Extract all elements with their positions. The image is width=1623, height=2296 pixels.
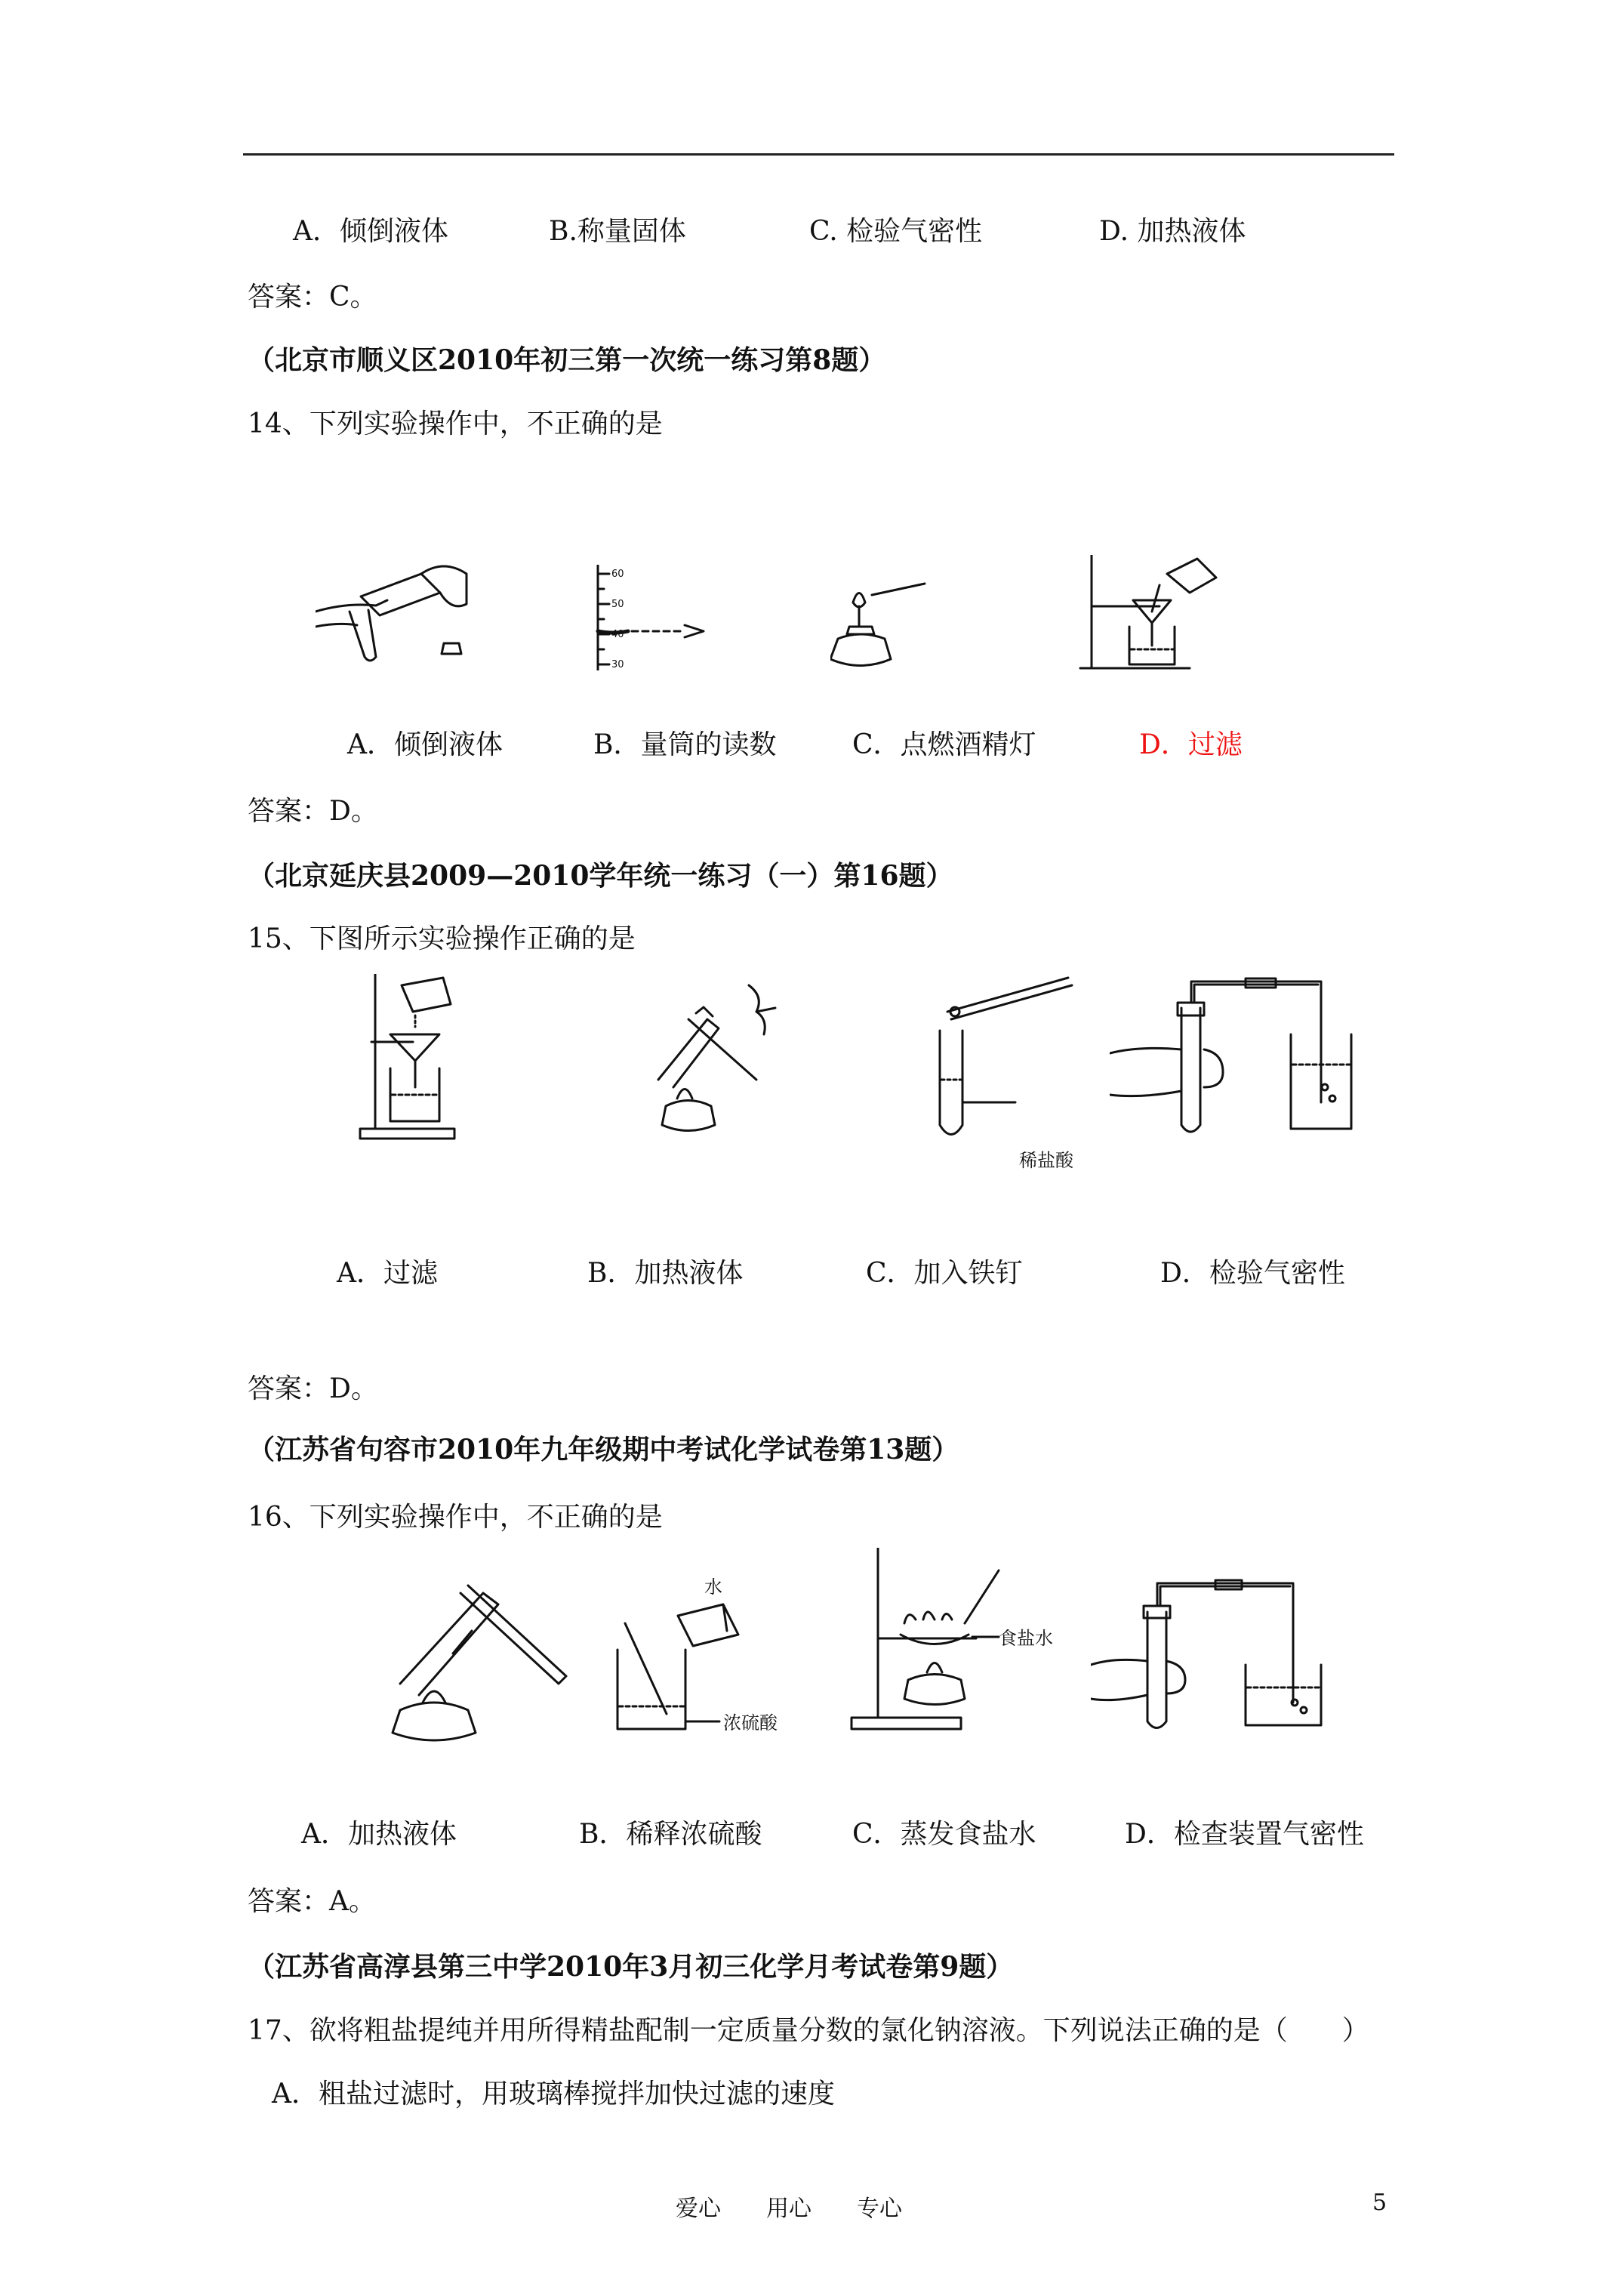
footer-slogan: 爱心 用心 专心: [676, 2196, 902, 2222]
q16-figure-diluting-sulfuric-acid: [610, 1578, 806, 1737]
q14-cylinder-tick-30: 30: [611, 659, 624, 670]
q15-option-b: B．加热液体: [587, 1258, 744, 1289]
q13-answer: 答案：C。: [248, 282, 377, 313]
q14-stem: 14、下列实验操作中，不正确的是: [248, 408, 663, 439]
q15-label-dilute-hcl: 稀盐酸: [1019, 1150, 1073, 1170]
q15-figure-adding-iron-nail: [932, 974, 1098, 1170]
q16-figure-evaporating-salt-water: [848, 1548, 1059, 1733]
q14-cylinder-tick-40: 40: [611, 629, 624, 640]
q16-stem: 16、下列实验操作中，不正确的是: [248, 1502, 663, 1533]
q16-option-c: C．蒸发食盐水: [852, 1819, 1036, 1850]
q14-answer: 答案：D。: [248, 796, 378, 827]
q17-source: （江苏省高淳县第三中学2010年3月初三化学月考试卷第9题）: [248, 1951, 1014, 1983]
q14-cylinder-tick-60: 60: [611, 569, 624, 580]
q15-figure-heating-liquid: [636, 974, 787, 1133]
q16-option-a: A．加热液体: [301, 1819, 457, 1850]
q17-option-a: A．粗盐过滤时，用玻璃棒搅拌加快过滤的速度: [272, 2079, 835, 2110]
page-number: 5: [1372, 2190, 1387, 2216]
q16-source: （江苏省句容市2010年九年级期中考试化学试卷第13题）: [248, 1434, 959, 1465]
q15-figure-filtration: [356, 974, 462, 1140]
q16-label-water: 水: [704, 1578, 722, 1598]
q14-figure-cylinder-reading: [590, 565, 719, 670]
q16-label-concentrated-sulfuric-acid: 浓硫酸: [723, 1712, 778, 1734]
q13-option-b: B.称量固体: [549, 216, 686, 247]
q15-figure-air-tightness-check: [1110, 974, 1359, 1140]
q14-cylinder-tick-50: 50: [611, 599, 624, 610]
q15-option-d: D．检验气密性: [1160, 1258, 1345, 1289]
q16-option-b: B．稀释浓硫酸: [579, 1819, 762, 1850]
q16-figure-air-tightness-check: [1091, 1574, 1347, 1737]
q15-option-c: C．加入铁钉: [866, 1258, 1023, 1289]
q14-option-d: D．过滤: [1139, 729, 1243, 760]
q15-stem: 15、下图所示实验操作正确的是: [248, 923, 636, 954]
q14-figure-pouring-liquid: [316, 559, 474, 664]
q14-figure-alcohol-lamp: [830, 580, 929, 674]
q13-option-c: C. 检验气密性: [809, 216, 983, 247]
q14-figure-filtration: [1076, 555, 1227, 676]
q14-option-c: C．点燃酒精灯: [852, 729, 1036, 760]
q14-option-b: B．量筒的读数: [593, 729, 777, 760]
q15-answer: 答案：D。: [248, 1373, 378, 1404]
q16-label-salt-water: 食盐水: [999, 1628, 1053, 1649]
q16-answer: 答案：A。: [248, 1886, 376, 1917]
q17-stem: 17、欲将粗盐提纯并用所得精盐配制一定质量分数的氯化钠溶液。下列说法正确的是（ ）: [248, 2015, 1369, 2046]
header-rule: [243, 153, 1394, 156]
q16-figure-heating-liquid: [377, 1570, 574, 1752]
q13-option-d: D. 加热液体: [1099, 216, 1246, 247]
q15-source: （北京延庆县2009—2010学年统一练习（一）第16题）: [248, 860, 953, 892]
q13-option-a: A．倾倒液体: [293, 216, 448, 247]
q15-option-a: A．过滤: [337, 1258, 438, 1289]
q14-source: （北京市顺义区2010年初三第一次统一练习第8题）: [248, 344, 886, 376]
q14-option-a: A．倾倒液体: [347, 729, 503, 760]
q16-option-d: D．检查装置气密性: [1125, 1819, 1364, 1850]
